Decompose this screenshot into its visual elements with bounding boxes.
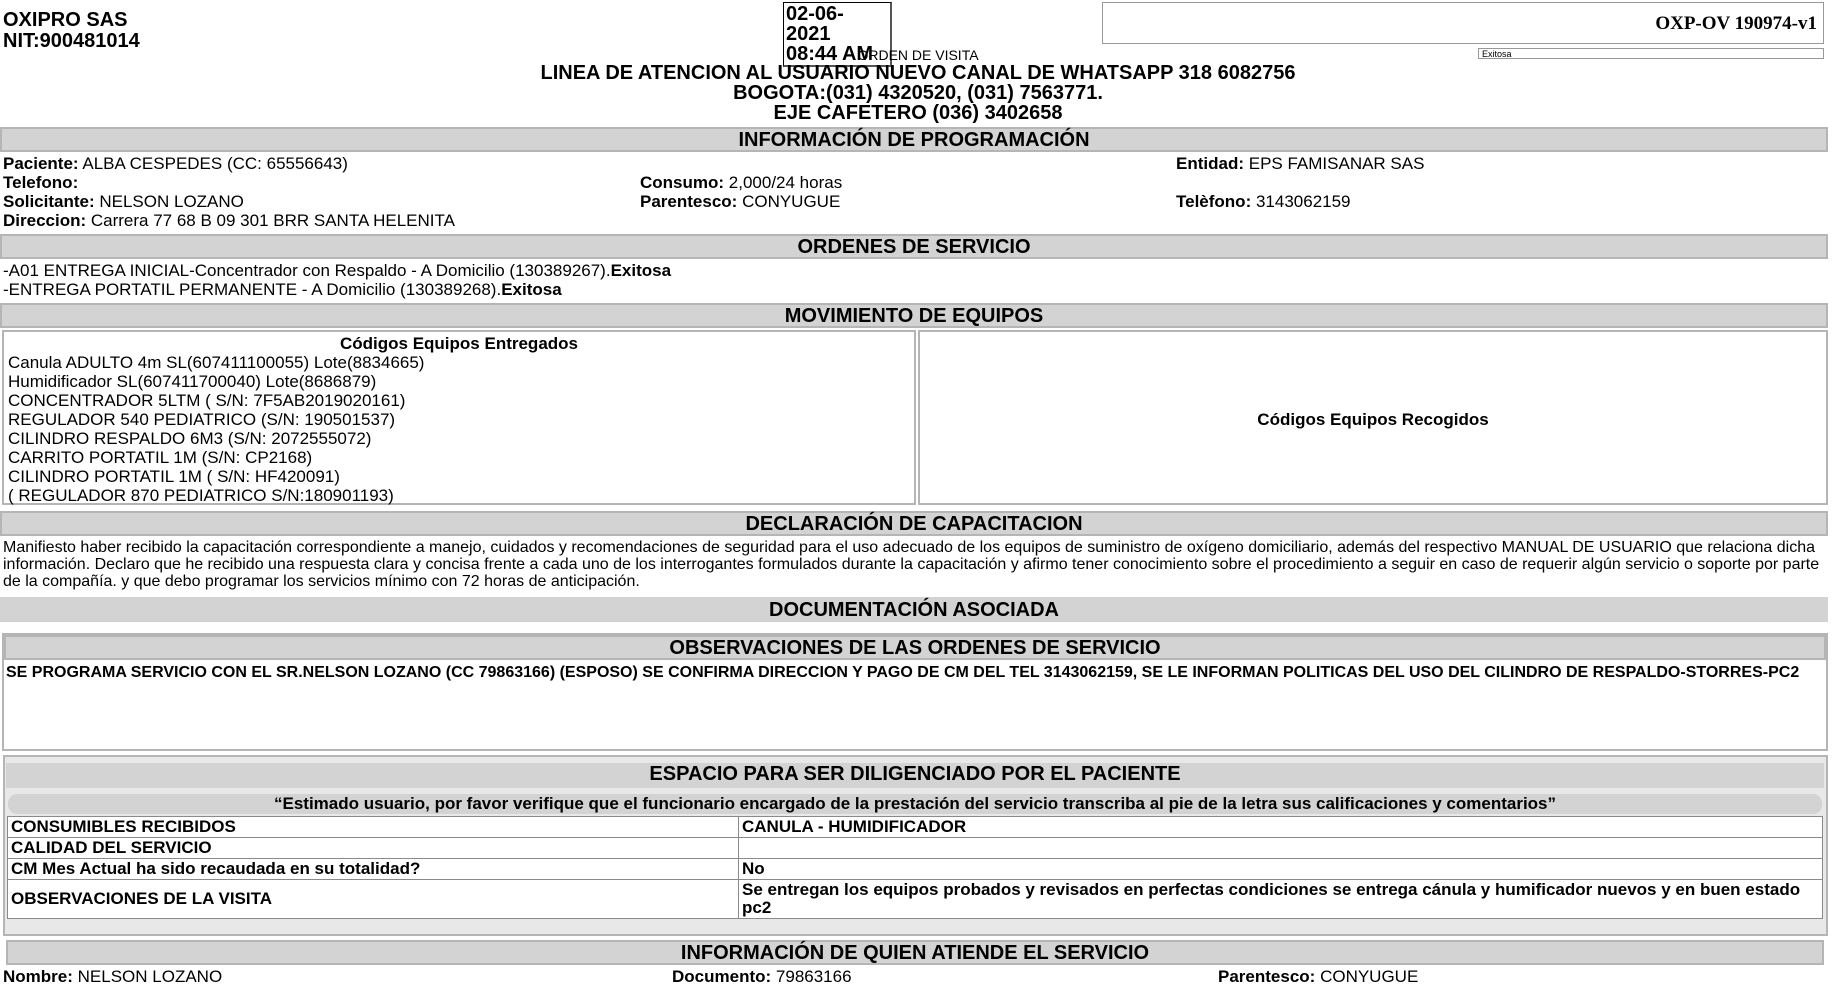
company-block [3, 10, 140, 52]
phone-line: Telefono: [3, 173, 79, 192]
equipment-item: ( REGULADOR 870 PEDIATRICO S/N:180901193) [8, 486, 394, 505]
section-observaciones: OBSERVACIONES DE LAS ORDENES DE SERVICIO [4, 635, 1826, 660]
section-capacitacion: DECLARACIÓN DE CAPACITACION [0, 511, 1828, 536]
section-movimiento: MOVIMIENTO DE EQUIPOS [0, 303, 1828, 328]
row-value: Se entregan los equipos probados y revisados en perfectas condiciones se entrega cánula y humificador nuevos y en buen estado pc2 [739, 880, 1823, 919]
row-key: CALIDAD DEL SERVICIO [8, 838, 739, 859]
section-espacio-paciente: ESPACIO PARA SER DILIGENCIADO POR EL PACIENTE [6, 763, 1824, 788]
requester-line: Solicitante: NELSON LOZANO [3, 192, 244, 211]
document-id: OXP-OV 190974-v1 [1655, 13, 1817, 34]
section-atiende: INFORMACIÓN DE QUIEN ATIENDE EL SERVICIO [6, 940, 1824, 965]
patient-note: “Estimado usuario, por favor verifique que el funcionario encargado de la prestación del servicio transcriba al pie de la letra sus calificaciones y comentarios” [8, 794, 1822, 814]
bogota-phones: BOGOTA:(031) 4320520, (031) 7563771. [733, 82, 1103, 104]
table-row [8, 880, 1823, 919]
patient-line: Paciente: ALBA CESPEDES (CC: 65556643) [3, 154, 348, 173]
document-id-box [1102, 2, 1824, 44]
service-order-item: -ENTREGA PORTATIL PERMANENTE - A Domicilio (130389268).Exitosa [3, 280, 562, 299]
order-time: 08:44 AM [786, 43, 874, 65]
requester-phone-line: Telèfono: 3143062159 [1176, 192, 1351, 211]
row-key: OBSERVACIONES DE LA VISITA [8, 880, 739, 919]
collected-equipment-title: Códigos Equipos Recogidos [1257, 410, 1489, 429]
entity-line: Entidad: EPS FAMISANAR SAS [1176, 154, 1425, 173]
consumption-line: Consumo: 2,000/24 horas [640, 173, 843, 192]
section-programacion: INFORMACIÓN DE PROGRAMACIÓN [0, 127, 1828, 152]
table-row [8, 838, 1823, 859]
equipment-item: CILINDRO RESPALDO 6M3 (S/N: 2072555072) [8, 429, 372, 448]
delivered-equipment-box [2, 330, 916, 505]
status-select[interactable]: Exitosa [1478, 48, 1824, 59]
equipment-item: Canula ADULTO 4m SL(607411100055) Lote(8834665) [8, 353, 425, 372]
section-ordenes: ORDENES DE SERVICIO [0, 234, 1828, 259]
table-row [8, 817, 1823, 838]
company-nit: NIT:900481014 [3, 30, 140, 52]
equipment-item: REGULADOR 540 PEDIATRICO (S/N: 190501537) [8, 410, 396, 429]
eje-cafetero-phone: EJE CAFETERO (036) 3402658 [773, 102, 1063, 124]
equipment-item: CILINDRO PORTATIL 1M ( S/N: HF420091) [8, 467, 340, 486]
delivered-equipment-title: Códigos Equipos Entregados [339, 334, 578, 353]
row-value: CANULA - HUMIDIFICADOR [739, 817, 1823, 838]
row-key: CM Mes Actual ha sido recaudada en su totalidad? [8, 859, 739, 880]
service-order-item: -A01 ENTREGA INICIAL-Concentrador con Respaldo - A Domicilio (130389267).Exitosa [3, 261, 672, 280]
section-documentacion: DOCUMENTACIÓN ASOCIADA [0, 597, 1828, 622]
training-declaration-text: Manifiesto haber recibido la capacitación correspondiente a manejo, cuidados y recomendaciones de seguridad para el uso adecuado de los equipos de suministro de oxígeno domiciliario, además del respectivo MANUAL DE USUARIO que relaciona dicha información. Declaro que he recibido una respuesta clara y concisa frente a cada uno de los interrogantes formulados durante la capacitación y afirmo tener conocimiento sobre el procedimiento a seguir en caso de requerir algún servicio o soporte por parte de la compañía. y que debo programar los servicios mínimo con 72 horas de anticipación. [3, 539, 1820, 590]
whatsapp-line: LINEA DE ATENCION AL USUARIO NUEVO CANAL DE WHATSAPP 318 6082756 [540, 62, 1296, 84]
row-value [739, 838, 1823, 859]
order-date: 02-06-2021 [786, 3, 844, 45]
document-type: ORDEN DE VISITA [857, 47, 979, 63]
equipment-item: Humidificador SL(607411700040) Lote(8686879) [8, 372, 377, 391]
attendee-document-line: Documento: 79863166 [672, 967, 852, 986]
attendee-name-line: Nombre: NELSON LOZANO [3, 967, 223, 986]
equipment-item: CARRITO PORTATIL 1M (S/N: CP2168) [8, 448, 313, 467]
patient-feedback-table [7, 816, 1823, 919]
collected-equipment-box [918, 330, 1828, 505]
observations-text: SE PROGRAMA SERVICIO CON EL SR.NELSON LOZANO (CC 79863166) (ESPOSO) SE CONFIRMA DIRECCION Y PAGO DE CM DEL TEL 3143062159, SE LE INFORMAN POLITICAS DEL USO DEL CILINDRO DE RESPALDO-STORRES-PC2 [6, 664, 1800, 681]
address-line: Direccion: Carrera 77 68 B 09 301 BRR SANTA HELENITA [3, 211, 455, 230]
relationship-line: Parentesco: CONYUGUE [640, 192, 841, 211]
row-value: No [739, 859, 1823, 880]
company-name: OXIPRO SAS [3, 9, 128, 31]
attendee-relationship-line: Parentesco: CONYUGUE [1218, 967, 1419, 986]
table-row [8, 859, 1823, 880]
equipment-item: CONCENTRADOR 5LTM ( S/N: 7F5AB2019020161) [8, 391, 406, 410]
row-key: CONSUMIBLES RECIBIDOS [8, 817, 739, 838]
